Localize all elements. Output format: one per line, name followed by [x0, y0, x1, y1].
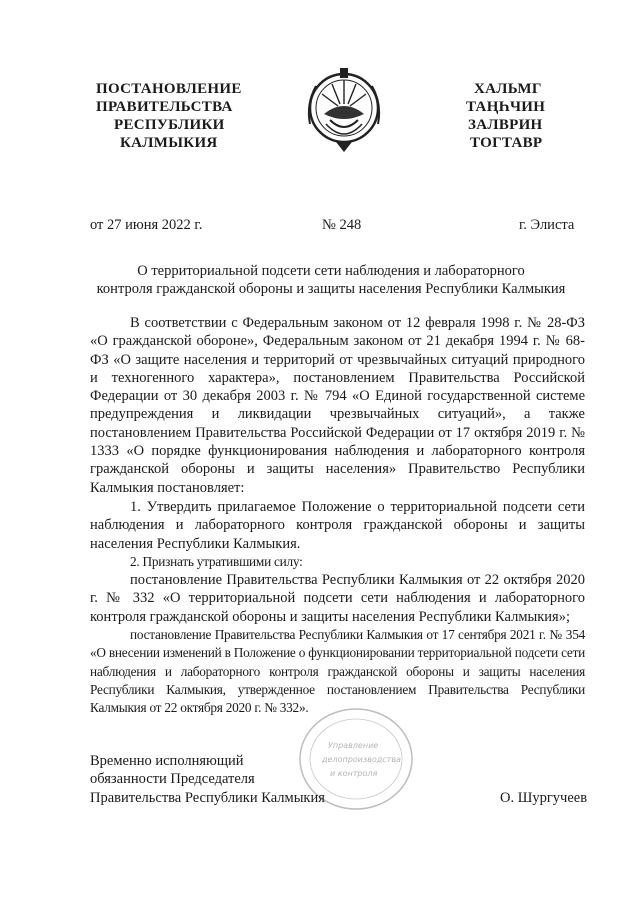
header-left-line: КАЛМЫКИЯ: [120, 135, 218, 151]
signature-line: обязанности Председателя: [90, 771, 255, 788]
signer-name: О. Шургучеев: [500, 790, 588, 806]
title-line: О территориальной подсети сети наблюдения и лабораторного: [137, 263, 525, 279]
header-right-line: ХАЛЬМГ: [474, 81, 542, 97]
document-city: г. Элиста: [519, 217, 575, 233]
document-title: [90, 262, 572, 298]
signature-line: Временно исполняющий: [90, 753, 244, 769]
item-2b-paragraph: постановление Правительства Республики Калмыкия от 17 сентября 2021 г. № 354 «О внесении изменений в Положение о функционировании территориальной подсети сети наблюдения и лабораторного контроля гражданской обороны и защиты населения Республики Калмыкия, утвержденное постановлением Правительства Республики Калмыкия от 22 октября 2020 г. № 332».: [90, 627, 585, 716]
header-right-title: [460, 80, 600, 152]
stamp-line: и контроля: [330, 769, 378, 778]
header-left-line: ПРАВИТЕЛЬСТВА: [96, 99, 233, 115]
stamp-line: Управление: [328, 741, 379, 750]
stamp-line: делопроизводства: [322, 755, 401, 764]
header-left-line: РЕСПУБЛИКИ: [114, 117, 225, 133]
header-left-title: [96, 80, 296, 152]
signature-line: Правительства Республики Калмыкия: [90, 789, 325, 806]
header-right-line: ТАҢҺЧИН: [466, 99, 546, 115]
coat-of-arms-icon: [300, 64, 388, 156]
document-date: от 27 июня 2022 г.: [90, 217, 203, 233]
header-left-line: ПОСТАНОВЛЕНИЕ: [96, 81, 242, 97]
item-1-paragraph: 1. Утвердить прилагаемое Положение о территориальной подсети сети наблюдения и лабораторного контроля гражданской обороны и защиты населения Республики Калмыкия.: [90, 498, 585, 552]
header-right-line: ТОГТАВР: [470, 135, 543, 151]
item-2-paragraph: 2. Признать утратившими силу:: [130, 553, 303, 569]
title-line: контроля гражданской обороны и защиты населения Республики Калмыкия: [96, 281, 566, 297]
signature-block: [90, 752, 325, 807]
item-2a-paragraph: постановление Правительства Республики Калмыкия от 22 октября 2020 г. № 332 «О территориальной подсети сети наблюдения и лабораторного контроля гражданской обороны и защиты населения Республики Калмыкия»;: [90, 572, 585, 625]
document-body: [90, 314, 585, 718]
document-number: № 248: [322, 217, 362, 233]
preamble-paragraph: В соответствии с Федеральным законом от 12 февраля 1998 г. № 28-ФЗ «О гражданской обороне», Федеральным законом от 21 декабря 1994 г. № 68-ФЗ «О защите населения и территорий от чрезвычайных ситуаций природного и техногенного характера», постановлением Правительства Российской Федерации от 30 декабря 2003 г. № 794 «О Единой государственной системе предупреждения и ликвидации чрезвычайных ситуаций», а также постановлением Правительства Российской Федерации от 17 октября 2019 г. № 1333 «О порядке функционирования наблюдения и лабораторного контроля гражданской обороны и защиты населения» Правительство Республики Калмыкия постановляет:: [90, 315, 585, 496]
header-right-line: ЗАЛВРИН: [468, 117, 543, 133]
